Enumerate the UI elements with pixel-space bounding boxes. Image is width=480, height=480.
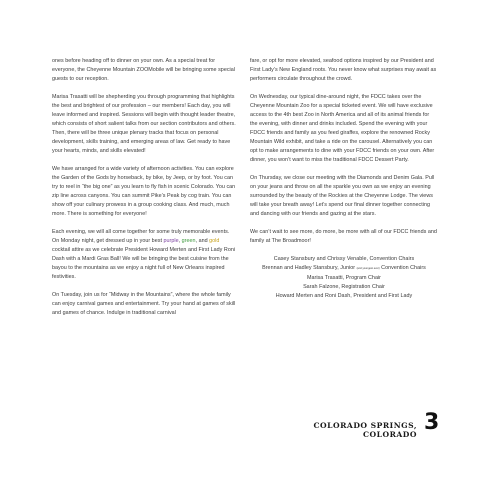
footer-location: COLORADO SPRINGS, COLORADO	[313, 421, 417, 439]
small-note: (and youngest ever)	[356, 267, 380, 271]
signature-junior-chairs	[250, 264, 438, 274]
paragraph-activities: We have arranged for a wide variety of afternoon activities. You can explore the Garden of the Gods by horseback, by bike, by Jeep, or by foot. You can try to reel in “the big one” as you learn to fly fish in scenic Colorado. You can zip line across canyons. You can summit Pike’s Peak by cog train. You can show off your culinary prowess in a group cooking class. And much, much more. There is something for everyone!	[52, 166, 236, 217]
right-column	[250, 57, 438, 301]
paragraph-closing: We can’t wait to see more, do more, be more with all of our FDCC friends and family at The Broadmoor!	[250, 229, 437, 244]
paragraph-seafood: fare, or opt for more elevated, seafood options inspired by our President and First Lady’s New England roots. You never know what surprises may await as performers circulate throughout the crowd.	[250, 58, 437, 82]
signature-block	[250, 255, 438, 301]
purple-word: purple	[163, 237, 179, 244]
text-segment: cocktail attire as we celebrate President Howard Merten and First Lady Roni Dash with a Mardi Gras Ball! We will be bringing the best cuisine from the bayou to the mountains as we enjoy a night full of New Orleans inspired festivities.	[52, 246, 236, 280]
gold-word: gold	[209, 237, 220, 244]
paragraph-programming: Marisa Trasatti will be shepherding you through programming that highlights the best and brightest of our profession – our members! Each day, you will leave informed and inspired. Sessions will begin with thought leader theatre, which consists of short salient talks from our section contributors and others. Then, there will be three unique plenary tracks that focus on personal development, skills training, and emerging areas of law. Get ready to have your hearts, minds, and skills elevated!	[52, 94, 236, 154]
text-segment: , and	[195, 237, 210, 244]
signature-program-chair: Marisa Trasatti, Program Chair	[307, 275, 381, 282]
green-word: green	[181, 237, 196, 244]
paragraph-gala: On Thursday, we close our meeting with the Diamonds and Denim Gala. Pull on your jeans and throw on all the sparkle you own as we enjoy an evening surrounded by the beauty of the Rockies at the Cheyenne Lodge. The views will take your breath away! Let’s spend our final dinner together connecting and dancing with our friends and gazing at the stars.	[250, 174, 435, 217]
signature-registration-chair: Sarah Falzone, Registration Chair	[303, 284, 385, 291]
paragraph-mardi-gras	[52, 228, 238, 281]
paragraph-midway: On Tuesday, join us for “Midway in the Mountains”, where the whole family can enjoy carnival games and entertainment. Try your hand at games of skill and games of chance. Indulge in traditional carnival	[52, 291, 236, 316]
text-segment: Brennan and Hadley Stansbury, Junior	[262, 265, 357, 272]
signature-convention-chairs: Casey Stansbury and Chrissy Venable, Convention Chairs	[273, 256, 415, 263]
paragraph-reception: ones before heading off to dinner on your own. As a special treat for everyone, the Cheyenne Mountain ZOOMobile will be bringing some special guests to our reception.	[52, 58, 236, 82]
text-segment: Each evening, we will all come together for some truly memorable events. On Monday night, get dressed up in your best	[52, 229, 230, 244]
paragraph-zoo: On Wednesday, our typical dine-around night, the FDCC takes over the Cheyenne Mountain Zoo for a special ticketed event. We will have exclusive access to the 4th best Zoo in North America and all of its animal friends for the evening, with dinner and drinks included. Spend the evening with your FDCC friends and family as you feed giraffes, explore the renowned Rocky Mountain Wild exhibit, and take a ride on the carousel. Alternatively you can opt to make arrangements to dine with your FDCC friends on your own. After dinner, you won’t want to miss the traditional FDCC Dessert Party.	[250, 94, 435, 163]
text-segment: ,	[178, 237, 182, 244]
signature-president: Howard Merten and Roni Dash, President and First Lady	[275, 292, 413, 299]
left-column	[52, 57, 238, 327]
page-number: 3	[424, 410, 440, 435]
text-segment: Convention Chairs	[379, 265, 426, 272]
